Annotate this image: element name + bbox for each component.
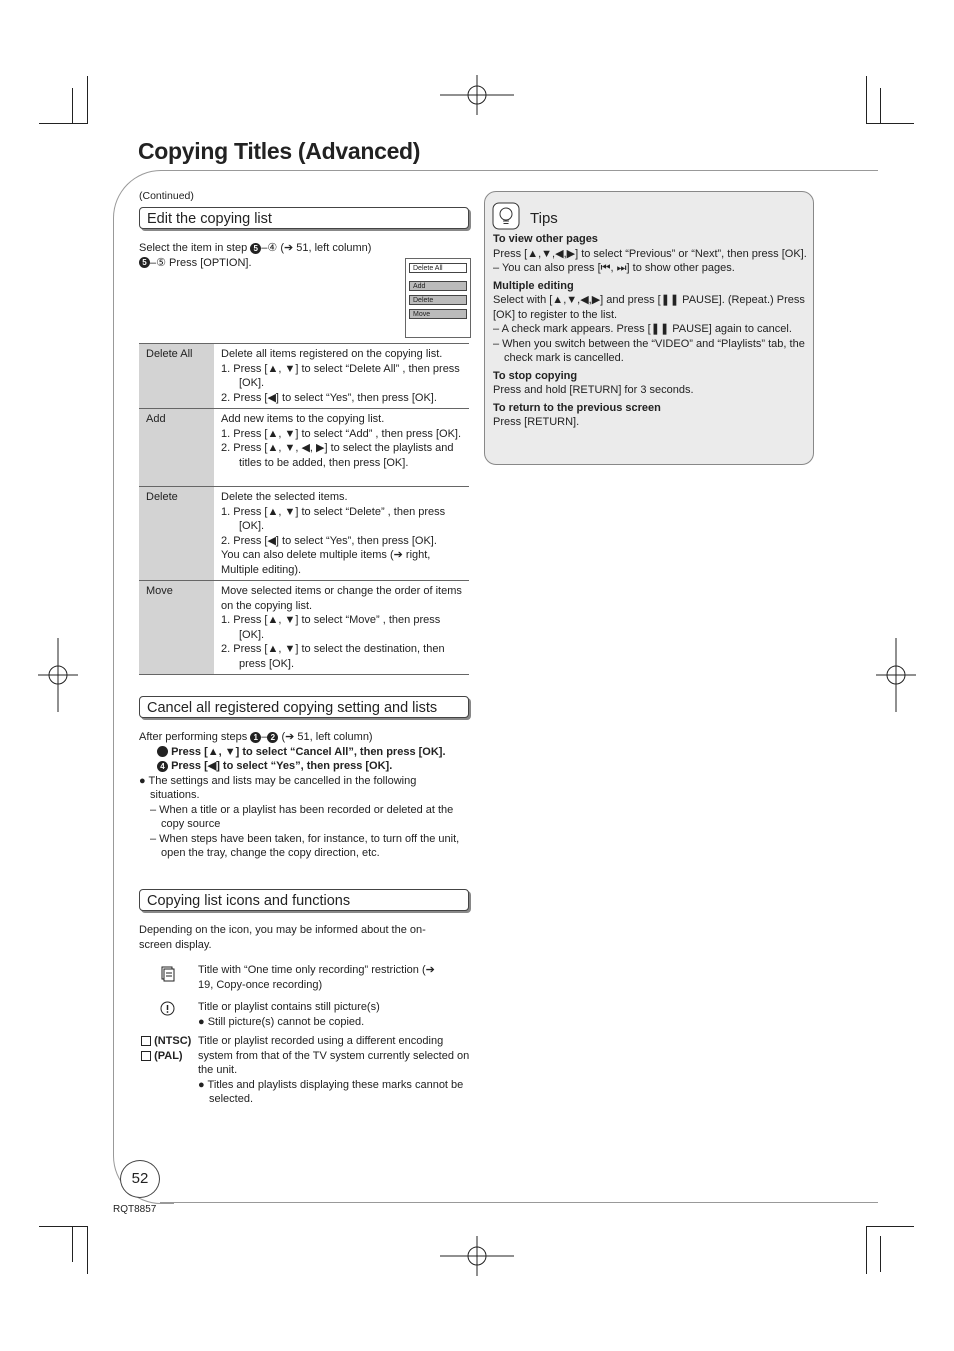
tips-heading: Tips: [530, 210, 558, 227]
table-row: [139, 487, 469, 581]
crop-mark: [39, 123, 87, 124]
edit-intro: Select the item in step 5 –④ (➔ 51, left column) 5 –⑤ Press [OPTION].: [139, 242, 372, 269]
page-title: Copying Titles (Advanced): [138, 138, 421, 164]
table-row: [139, 581, 469, 675]
edit-options-table: [139, 343, 469, 675]
step-number: 5: [139, 257, 150, 268]
icon-desc-encoding: Title or playlist recorded using a different encoding system from that of the TV system currently selected on the unit. ● Titles and playlists displaying these marks cannot be selected.: [198, 1035, 470, 1105]
crop-mark: [72, 88, 73, 124]
crop-mark: [866, 1226, 914, 1227]
icon-desc-still: Title or playlist contains still picture(s) ● Still picture(s) cannot be copied.: [198, 1001, 380, 1028]
crop-mark: [866, 123, 914, 124]
crop-mark: [880, 1236, 881, 1272]
registration-mark: [440, 75, 514, 115]
page-frame-bottom: [160, 1202, 878, 1203]
osd-item: Add: [409, 281, 467, 291]
cancel-body: After performing steps 1 – 2 (➔ 51, left column) 3 Press [▲, ▼] to select “Cancel All”, then press [OK]. 4 Press [◀] to select “Yes”, then press [OK]. ● The settings and lists may be cancelled in the following situations. – When a title or a playlist has been recorded or deleted at the copy source – When steps have been taken, for instance, to turn off the unit, open the tray, change the copy direction, etc.: [139, 731, 460, 859]
registration-mark: [876, 638, 916, 712]
icon-desc-copy-once: Title with “One time only recording” restriction (➔ 19, Copy-once recording): [198, 964, 435, 991]
osd-item: Move: [409, 309, 467, 319]
copy-once-icon: [161, 966, 175, 982]
icons-intro: Depending on the icon, you may be informed about the on-screen display.: [139, 924, 426, 951]
pal-icon: [141, 1051, 151, 1061]
osd-item: Delete All: [409, 263, 467, 273]
encoding-icon-labels: (NTSC) (PAL): [141, 1034, 191, 1063]
row-key: Delete All: [139, 344, 214, 409]
page-frame-top: [160, 170, 878, 171]
section-heading-icons: Copying list icons and functions: [139, 889, 469, 911]
continued-label: (Continued): [139, 190, 194, 202]
crop-mark: [880, 88, 881, 124]
lightbulb-icon: [492, 202, 520, 230]
page-frame-left: [113, 218, 114, 1153]
tips-body: To view other pages Press [▲,▼,◀,▶] to select “Previous” or “Next”, then press [OK]. – You can also press [⏮, ⏭] to show other pages. Multiple editing Select with [▲,▼,◀,▶] and press [❚❚ PAUSE]. (Repeat.) Press [OK] to register to the list. – A check mark appears. Press [❚❚ PAUSE] again to cancel. – When you switch between the “VIDEO” and “Playlists” tab, the check mark is cancelled. To stop copying Press and hold [RETURN] for 3 seconds. To return to the previous screen Press [RETURN].: [493, 233, 807, 428]
crop-mark: [39, 1226, 87, 1227]
crop-mark: [866, 76, 867, 124]
row-key: Delete: [139, 487, 214, 581]
step-number: 5: [250, 243, 261, 254]
still-picture-icon: [160, 1001, 175, 1016]
registration-mark: [38, 638, 78, 712]
option-menu-illustration: [405, 258, 471, 338]
section-heading-cancel: Cancel all registered copying setting and lists: [139, 696, 469, 718]
row-desc: Delete the selected items. 1. Press [▲, ▼] to select “Delete” , then press [OK]. 2. Press [◀] to select “Yes”, then press [OK]. You can also delete multiple items (➔ right, Multiple editing).: [221, 491, 446, 576]
crop-mark: [87, 76, 88, 124]
page-number: 52: [120, 1160, 160, 1198]
crop-mark: [87, 1226, 88, 1274]
registration-mark: [440, 1236, 514, 1276]
row-key: Move: [139, 581, 214, 675]
document-code: RQT8857: [113, 1204, 157, 1215]
crop-mark: [866, 1226, 867, 1274]
row-key: Add: [139, 409, 214, 487]
ntsc-icon: [141, 1036, 151, 1046]
crop-mark: [72, 1226, 73, 1262]
section-heading-edit: Edit the copying list: [139, 207, 469, 229]
table-row: [139, 409, 469, 487]
table-row: [139, 344, 469, 409]
tips-box: [484, 191, 814, 465]
osd-item: Delete: [409, 295, 467, 305]
row-desc: Delete all items registered on the copying list. 1. Press [▲, ▼] to select “Delete All” , then press [OK]. 2. Press [◀] to select “Yes”, then press [OK].: [221, 348, 460, 404]
row-desc: Add new items to the copying list. 1. Press [▲, ▼] to select “Add” , then press [OK]. 2. Press [▲, ▼, ◀, ▶] to select the playlists and titles to be added, then press [OK].: [221, 413, 462, 469]
row-desc: Move selected items or change the order of items on the copying list. 1. Press [▲, ▼] to select “Move” , then press [OK]. 2. Press [▲, ▼] to select the destination, then press [OK].: [221, 585, 462, 670]
